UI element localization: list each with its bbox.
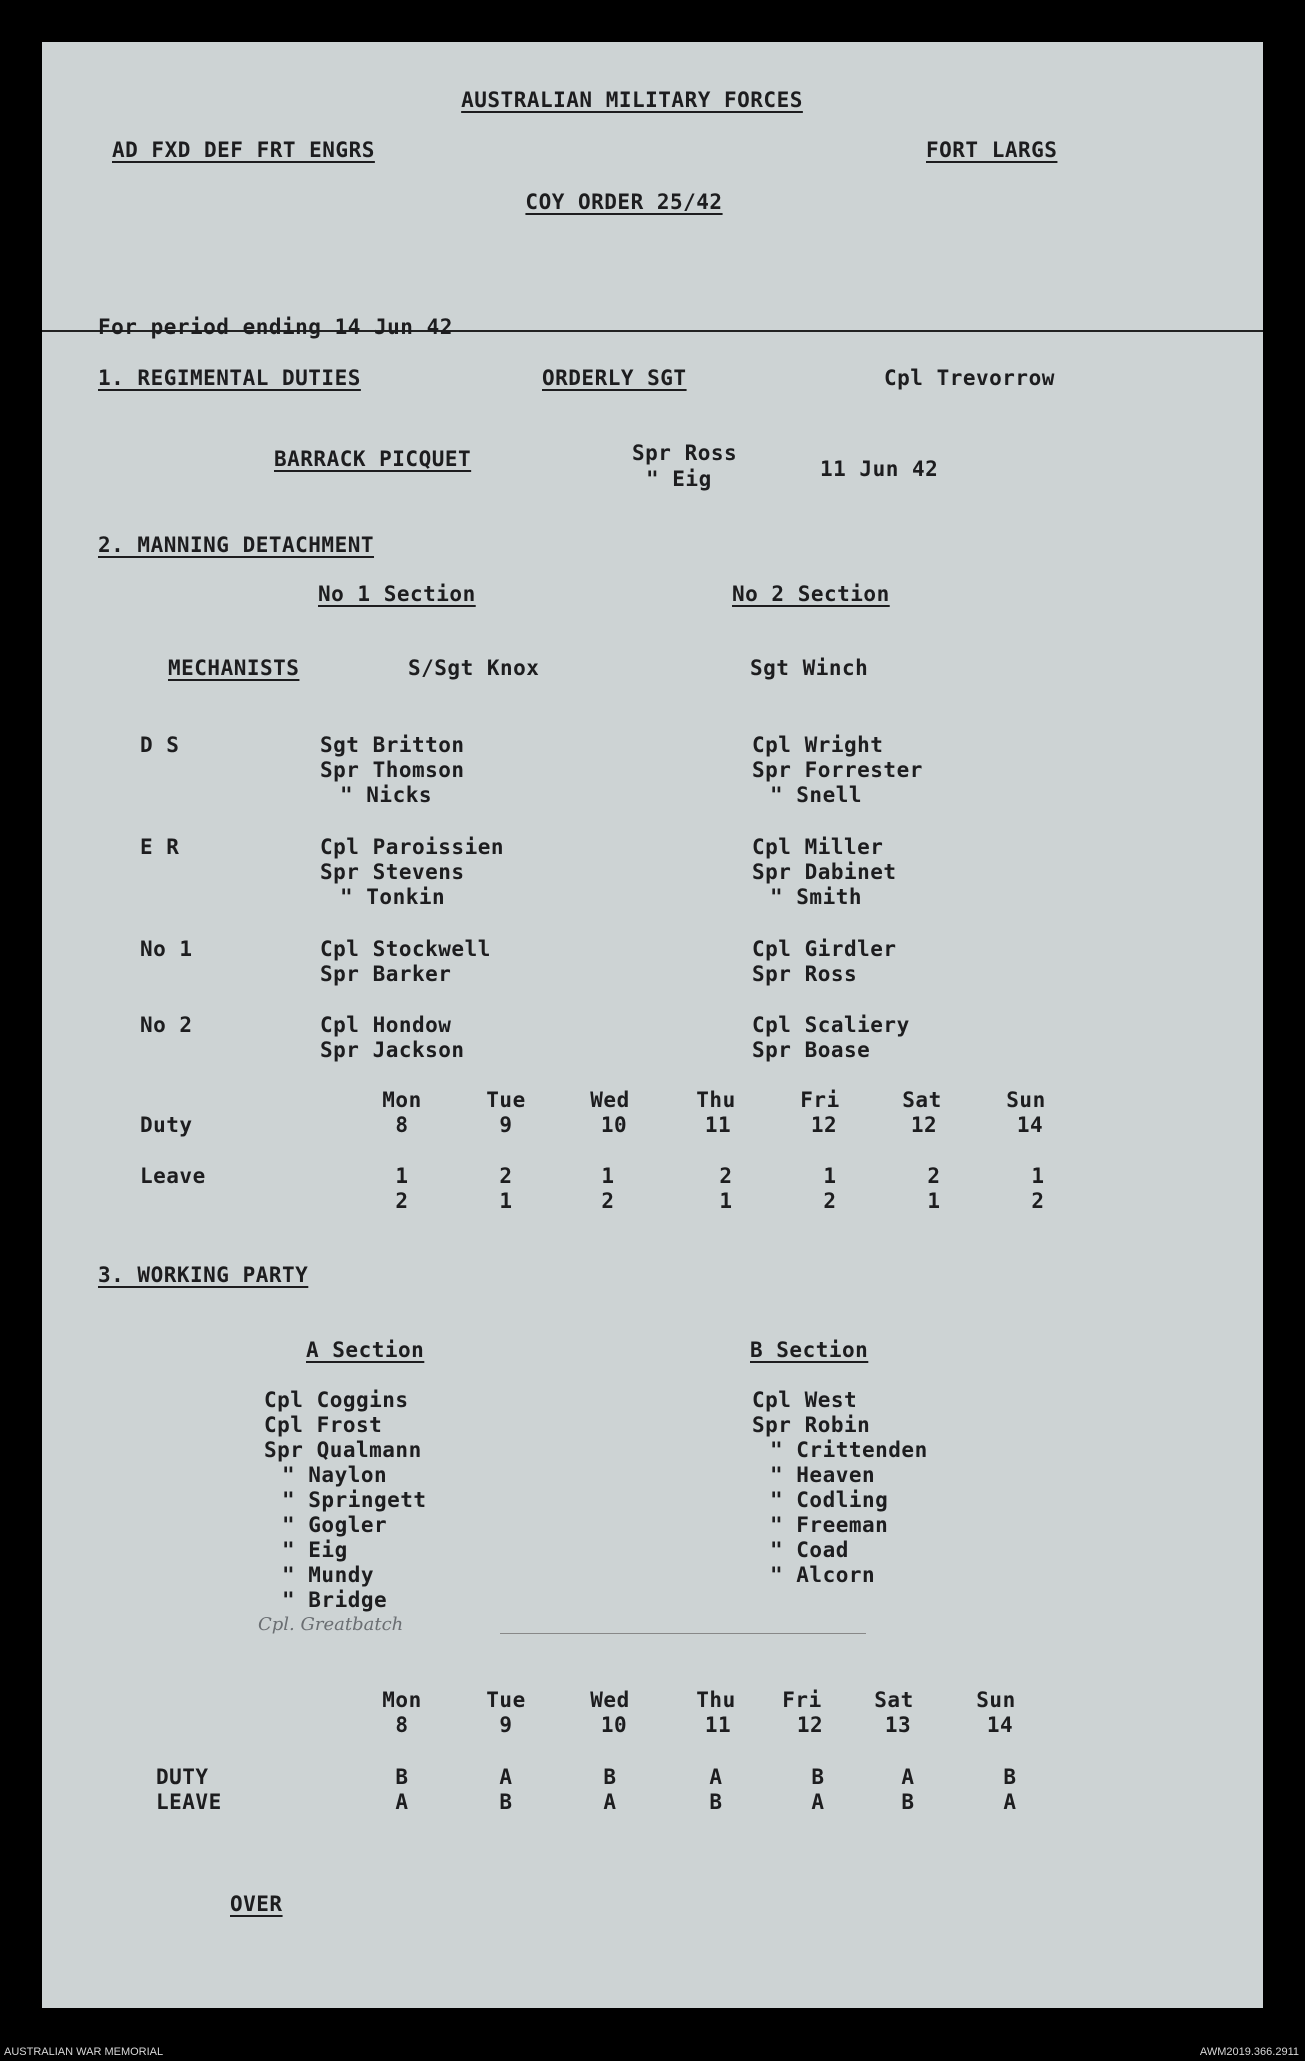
list-item: Spr Forrester (752, 758, 923, 782)
leave-cell: A (395, 1790, 409, 1814)
date-cell: 8 (395, 1113, 409, 1137)
b-section-heading: B Section (750, 1338, 869, 1362)
list-item: Spr Robin (752, 1413, 871, 1437)
location: FORT LARGS (926, 138, 1058, 162)
leave-label: Leave (140, 1164, 206, 1188)
date-cell: 9 (499, 1713, 513, 1737)
a-section-heading: A Section (306, 1338, 425, 1362)
date-cell: 10 (600, 1113, 628, 1137)
leave-cell: 1 (927, 1189, 941, 1213)
barrack-picquet-label: BARRACK PICQUET (274, 447, 472, 471)
picquet-name-1: Spr Ross (632, 441, 738, 465)
no1-section-heading: No 1 Section (318, 582, 476, 606)
list-item: Spr Barker (320, 962, 452, 986)
picquet-name-2: " Eig (646, 467, 712, 491)
duty-cell: A (901, 1765, 915, 1789)
list-item: " Tonkin (340, 885, 446, 909)
list-item: Cpl Hondow (320, 1013, 452, 1037)
day-header: Thu (696, 1688, 736, 1712)
date-cell: 14 (986, 1713, 1014, 1737)
no2-section-heading: No 2 Section (732, 582, 890, 606)
date-cell: 8 (395, 1713, 409, 1737)
picquet-date: 11 Jun 42 (820, 457, 939, 481)
duty-cell: A (499, 1765, 513, 1789)
leave-cell: 2 (499, 1164, 513, 1188)
list-item: " Snell (770, 783, 863, 807)
leave-cell: 1 (719, 1189, 733, 1213)
day-header: Thu (696, 1088, 736, 1112)
duty-cell: B (811, 1765, 825, 1789)
footer-source: AUSTRALIAN WAR MEMORIAL (4, 2046, 164, 2058)
date-cell: 12 (910, 1113, 938, 1137)
list-item: " Nicks (340, 783, 433, 807)
duty-cell: B (1003, 1765, 1017, 1789)
mechanist-no1: S/Sgt Knox (408, 656, 540, 680)
leave-cell: 2 (1031, 1189, 1045, 1213)
mechanists-label: MECHANISTS (168, 656, 300, 680)
over-label: OVER (230, 1892, 283, 1916)
day-header: Sat (902, 1088, 942, 1112)
day-header: Mon (382, 1088, 422, 1112)
list-item: " Freeman (770, 1513, 889, 1537)
list-item: " Springett (282, 1488, 427, 1512)
day-header: Sat (874, 1688, 914, 1712)
handwritten-line (500, 1633, 866, 1634)
list-item: Spr Stevens (320, 860, 465, 884)
orderly-sgt-name: Cpl Trevorrow (884, 366, 1055, 390)
day-header: Fri (800, 1088, 840, 1112)
date-cell: 12 (796, 1713, 824, 1737)
day-header: Wed (590, 1688, 630, 1712)
group-label: No 1 (140, 937, 193, 961)
date-cell: 11 (704, 1113, 732, 1137)
leave-cell: 2 (601, 1189, 615, 1213)
duty-label: DUTY (156, 1765, 209, 1789)
list-item: " Mundy (282, 1563, 375, 1587)
group-label: No 2 (140, 1013, 193, 1037)
list-item: Cpl Wright (752, 733, 884, 757)
list-item: " Heaven (770, 1463, 876, 1487)
leave-cell: 2 (395, 1189, 409, 1213)
leave-cell: A (1003, 1790, 1017, 1814)
list-item: Spr Ross (752, 962, 858, 986)
leave-cell: 1 (1031, 1164, 1045, 1188)
date-cell: 10 (600, 1713, 628, 1737)
duty-cell: A (709, 1765, 723, 1789)
duty-label: Duty (140, 1113, 193, 1137)
group-label: D S (140, 733, 180, 757)
section-2-heading: 2. MANNING DETACHMENT (98, 533, 375, 557)
list-item: " Naylon (282, 1463, 388, 1487)
group-label: E R (140, 835, 180, 859)
leave-cell: B (901, 1790, 915, 1814)
list-item: " Eig (282, 1538, 348, 1562)
list-item: Cpl Stockwell (320, 937, 491, 961)
section-3-heading: 3. WORKING PARTY (98, 1263, 309, 1287)
leave-cell: 2 (719, 1164, 733, 1188)
list-item: " Codling (770, 1488, 889, 1512)
leave-label: LEAVE (156, 1790, 222, 1814)
day-header: Sun (976, 1688, 1016, 1712)
leave-cell: 1 (499, 1189, 513, 1213)
list-item: Spr Thomson (320, 758, 465, 782)
date-cell: 9 (499, 1113, 513, 1137)
leave-cell: 1 (601, 1164, 615, 1188)
duty-cell: B (603, 1765, 617, 1789)
leave-cell: 1 (395, 1164, 409, 1188)
list-item: Sgt Britton (320, 733, 465, 757)
section-1-heading: 1. REGIMENTAL DUTIES (98, 366, 361, 390)
date-cell: 12 (810, 1113, 838, 1137)
list-item: Spr Boase (752, 1038, 871, 1062)
list-item: " Coad (770, 1538, 849, 1562)
orderly-sgt-label: ORDERLY SGT (542, 366, 687, 390)
list-item: " Smith (770, 885, 863, 909)
list-item: Cpl Miller (752, 835, 884, 859)
leave-cell: B (709, 1790, 723, 1814)
leave-cell: A (603, 1790, 617, 1814)
leave-cell: B (499, 1790, 513, 1814)
list-item: Cpl Frost (264, 1413, 383, 1437)
leave-cell: 1 (823, 1164, 837, 1188)
day-header: Tue (486, 1088, 526, 1112)
list-item: Cpl Coggins (264, 1388, 409, 1412)
leave-cell: 2 (927, 1164, 941, 1188)
handwritten-note: Cpl. Greatbatch (258, 1614, 404, 1635)
list-item: Cpl West (752, 1388, 858, 1412)
date-cell: 13 (884, 1713, 912, 1737)
day-header: Wed (590, 1088, 630, 1112)
document-title: AUSTRALIAN MILITARY FORCES (461, 88, 803, 112)
list-item: " Alcorn (770, 1563, 876, 1587)
mechanist-no2: Sgt Winch (750, 656, 869, 680)
list-item: " Crittenden (770, 1438, 928, 1462)
unit-name: AD FXD DEF FRT ENGRS (112, 138, 375, 162)
list-item: Cpl Paroissien (320, 835, 505, 859)
list-item: Cpl Scaliery (752, 1013, 910, 1037)
leave-cell: 2 (823, 1189, 837, 1213)
list-item: Spr Jackson (320, 1038, 465, 1062)
list-item: Spr Qualmann (264, 1438, 422, 1462)
list-item: Cpl Girdler (752, 937, 897, 961)
order-number: COY ORDER 25/42 (525, 190, 723, 214)
day-header: Fri (782, 1688, 822, 1712)
list-item: " Bridge (282, 1588, 388, 1612)
duty-cell: B (395, 1765, 409, 1789)
day-header: Mon (382, 1688, 422, 1712)
date-cell: 14 (1016, 1113, 1044, 1137)
list-item: " Gogler (282, 1513, 388, 1537)
date-cell: 11 (704, 1713, 732, 1737)
day-header: Tue (486, 1688, 526, 1712)
day-header: Sun (1006, 1088, 1046, 1112)
list-item: Spr Dabinet (752, 860, 897, 884)
period-line: For period ending 14 Jun 42 (98, 315, 453, 339)
footer-accession: AWM2019.366.2911 (1199, 2046, 1299, 2058)
leave-cell: A (811, 1790, 825, 1814)
